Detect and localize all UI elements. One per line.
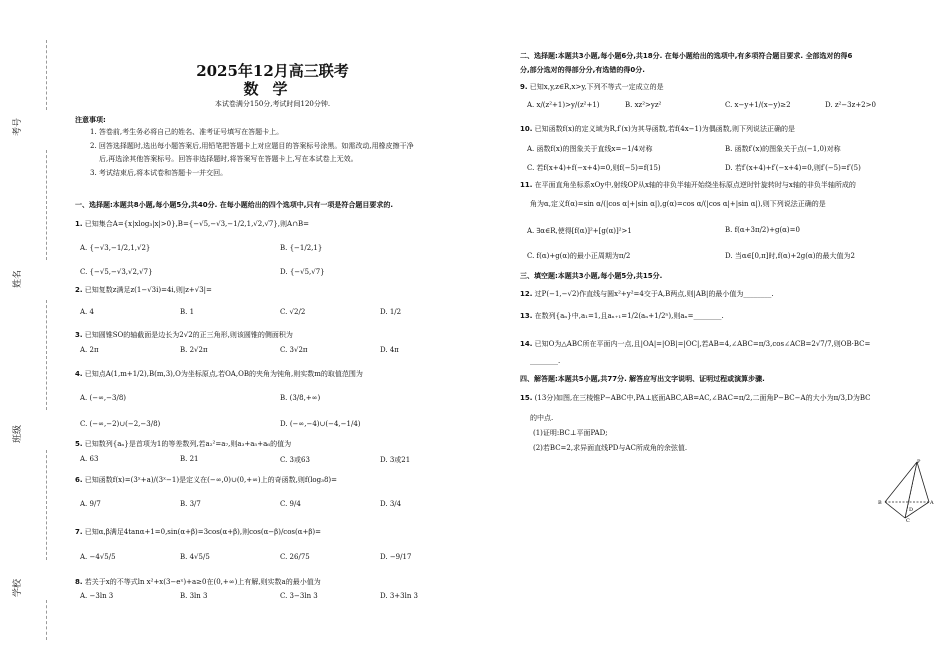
- q5-option-b: B. 21: [180, 455, 199, 463]
- section-four-heading: 四、解答题:本题共5小题,共77分. 解答应写出文字说明、证明过程或演算步骤.: [520, 375, 765, 383]
- notes-heading: 注意事项:: [75, 116, 106, 124]
- q9-option-b: B. xz²>yz²: [625, 101, 662, 109]
- q2-option-a: A. 4: [80, 308, 94, 316]
- q9-option-c: C. x−y+1/(x−y)≥2: [725, 101, 791, 109]
- q1-option-b: B. {−1/2,1}: [280, 244, 323, 252]
- exam-number-label: 考号: [13, 117, 23, 136]
- exam-meta: 本试卷满分150分,考试时间120分钟.: [214, 100, 331, 108]
- q5-option-d: D. 3或21: [380, 456, 411, 464]
- q15-part-2: (2)若BC=2,求异面直线PD与AC所成角的余弦值.: [533, 444, 688, 452]
- question-10: 10. 已知函数f(x)的定义域为R,f′(x)为其导函数,若f(4x−1)为偶函数,则下列说法正确的是: [520, 125, 795, 133]
- q8-option-b: B. 3ln 3: [180, 592, 208, 600]
- q4-option-b: B. (3/8,+∞): [280, 394, 321, 402]
- question-11: 11. 在平面直角坐标系xOy中,射线OP从x轴的非负半轴开始绕坐标原点逆时针旋转时与x轴的非负半轴所成的: [520, 181, 856, 189]
- q9-option-d: D. z²−3z+2>0: [825, 101, 876, 109]
- q6-option-c: C. 9/4: [280, 500, 301, 508]
- q8-option-c: C. 3−3ln 3: [280, 592, 318, 600]
- q3-option-a: A. 2π: [80, 346, 99, 354]
- q6-option-d: D. 3/4: [380, 500, 402, 508]
- q11-option-b: B. f(α+3π/2)+g(α)=0: [725, 226, 800, 234]
- q7-option-b: B. 4√5/5: [180, 553, 210, 561]
- section-three-heading: 三、填空题:本题共3小题,每小题5分,共15分.: [520, 272, 663, 280]
- q4-option-d: D. (−∞,−4)∪(−4,−1/4): [280, 420, 361, 428]
- class-label: 班级: [13, 424, 23, 443]
- question-9: 9. 已知x,y,z∈R,x>y,下列不等式一定成立的是: [520, 83, 664, 91]
- cut-line: [46, 40, 47, 110]
- q6-option-a: A. 9/7: [80, 500, 101, 508]
- q5-option-a: A. 63: [80, 455, 99, 463]
- q8-option-a: A. −3ln 3: [80, 592, 114, 600]
- question-1: 1. 已知集合A={x|xlog₃|x|>0},B={−√5,−√3,−1/2,1,√2,√7},则A∩B=: [75, 220, 309, 228]
- section-one-heading: 一、选择题:本题共8小题,每小题5分,共40分. 在每小题给出的四个选项中,只有一项是符合题目要求的.: [75, 201, 394, 209]
- question-8: 8. 若关于x的不等式ln x²+x(3−eˣ)+a≥0在(0,+∞)上有解,则实数a的最小值为: [75, 578, 321, 586]
- q4-option-c: C. (−∞,−2)∪(−2,−3/8): [80, 420, 161, 428]
- q10-option-c: C. 若f(x+4)+f(−x+4)=0,则f(−5)=f(15): [527, 164, 661, 172]
- q10-option-a: A. 函数f(x)的图象关于直线x=−1/4对称: [527, 145, 653, 153]
- section-two-heading-cont: 分,部分选对的得部分分,有选错的得0分.: [520, 66, 645, 74]
- q7-option-c: C. 26/75: [280, 553, 310, 561]
- question-5: 5. 已知数列{aₙ}是首项为1的等差数列,若a₂²=a₇,则a₃+a₅+a₆的值为: [75, 440, 292, 448]
- label-p: P: [917, 459, 921, 465]
- note-item: 2. 回答选择题时,选出每小题答案后,用铅笔把答题卡上对应题目的答案标号涂黑。如需改动,用橡皮擦干净: [90, 142, 414, 150]
- cut-line: [46, 450, 47, 560]
- question-15: 15. (13分)如图,在三棱锥P−ABC中,PA⊥底面ABC,AB=AC,∠BAC=π/2,二面角P−BC−A的大小为π/3,D为BC: [520, 394, 871, 402]
- pyramid-figure: [873, 458, 935, 522]
- note-item: 1. 答卷前,考生务必将自己的姓名、准考证号填写在答题卡上。: [90, 128, 284, 136]
- cut-line: [46, 300, 47, 410]
- question-4: 4. 已知点A(1,m+1/2),B(m,3),O为坐标原点,若OA,OB的夹角为钝角,则实数m的取值范围为: [75, 370, 363, 378]
- label-b: B: [878, 500, 882, 506]
- q1-option-d: D. {−√5,√7}: [280, 268, 325, 276]
- question-2: 2. 已知复数z满足z(1−√3i)=4i,则|z+√3|=: [75, 286, 212, 294]
- q6-option-b: B. 3/7: [180, 500, 201, 508]
- q8-option-d: D. 3+3ln 3: [380, 592, 419, 600]
- question-12: 12. 过P(−1,−√2)作直线与圆x²+y²=4交于A,B两点,则|AB|的最小值为________.: [520, 290, 774, 298]
- question-13: 13. 在数列{aₙ}中,a₁=1,且aₙ₊₁=1/2(aₙ+1/2ⁿ),则aₙ=________.: [520, 312, 724, 320]
- note-item: 3. 考试结束后,将本试卷和答题卡一并交回。: [90, 169, 228, 177]
- q3-option-c: C. 3√2π: [280, 346, 308, 354]
- q11-option-d: D. 当α∈[0,π]时,f(α)+2g(α)的最大值为2: [725, 252, 855, 260]
- question-14: 14. 已知O为△ABC所在平面内一点,且|OA|=|OB|=|OC|,若AB=4,∠ABC=π/3,cos∠ACB=2√7/7,则OB·BC=: [520, 340, 871, 348]
- cut-line: [46, 150, 47, 260]
- question-3: 3. 已知圆锥SO的轴截面是边长为2√2的正三角形,则该圆锥的侧面积为: [75, 331, 293, 339]
- binding-margin: [0, 0, 60, 649]
- q1-option-c: C. {−√5,−√3,√2,√7}: [80, 268, 153, 276]
- q2-option-d: D. 1/2: [380, 308, 402, 316]
- name-label: 姓名: [13, 269, 23, 288]
- q2-option-c: C. √2/2: [280, 308, 306, 316]
- q5-option-c: C. 3或63: [280, 456, 310, 464]
- section-two-heading: 二、选择题:本题共3小题,每小题6分,共18分. 在每小题给出的选项中,有多项符合题目要求. 全部选对的得6: [520, 52, 853, 60]
- note-item: 后,再选涂其他答案标号。回答非选择题时,将答案写在答题卡上,写在本试卷上无效。: [99, 155, 358, 163]
- cut-line: [46, 600, 47, 640]
- q3-option-d: D. 4π: [380, 346, 399, 354]
- q10-option-d: D. 若f′(x+4)+f′(−x+4)=0,则f′(−5)=f′(5): [725, 164, 861, 172]
- question-15-cont: 的中点.: [530, 414, 554, 422]
- question-11-cont: 角为α,定义f(α)=sin α/(|cos α|+|sin α|),g(α)=cos α/(|cos α|+|sin α|),则下列说法正确的是: [530, 200, 826, 208]
- q1-option-a: A. {−√3,−1/2,1,√2}: [80, 244, 151, 252]
- q10-option-b: B. 函数f′(x)的图象关于点(−1,0)对称: [725, 145, 841, 153]
- exam-subject: 数学: [243, 80, 302, 98]
- q15-part-1: (1)证明:BC⊥平面PAD;: [533, 429, 608, 437]
- q11-option-a: A. ∃α∈R,使得[f(α)]²+[g(α)]²>1: [527, 227, 632, 235]
- q7-option-d: D. −9/17: [380, 553, 412, 561]
- question-7: 7. 已知α,β满足4tanα+1=0,sin(α+β)=3cos(α+β),则cos(α−β)/cos(α+β)=: [75, 528, 321, 536]
- label-a: A: [930, 500, 934, 506]
- q3-option-b: B. 2√2π: [180, 346, 208, 354]
- question-14-cont: ________.: [530, 357, 561, 365]
- school-label: 学校: [13, 578, 23, 597]
- label-c: C: [906, 518, 910, 522]
- q4-option-a: A. (−∞,−3/8): [80, 394, 127, 402]
- q11-option-c: C. f(α)+g(α)的最小正周期为π/2: [527, 252, 631, 260]
- q2-option-b: B. 1: [180, 308, 195, 316]
- question-6: 6. 已知函数f(x)=(3ˣ+a)/(3ˣ−1)是定义在(−∞,0)∪(0,+∞)上的奇函数,则f(log₃8)=: [75, 476, 337, 484]
- q7-option-a: A. −4√5/5: [80, 553, 116, 561]
- label-d: D: [909, 507, 914, 513]
- exam-title: 2025年12月高三联考: [196, 62, 349, 80]
- q9-option-a: A. x/(z²+1)>y/(z²+1): [527, 101, 600, 109]
